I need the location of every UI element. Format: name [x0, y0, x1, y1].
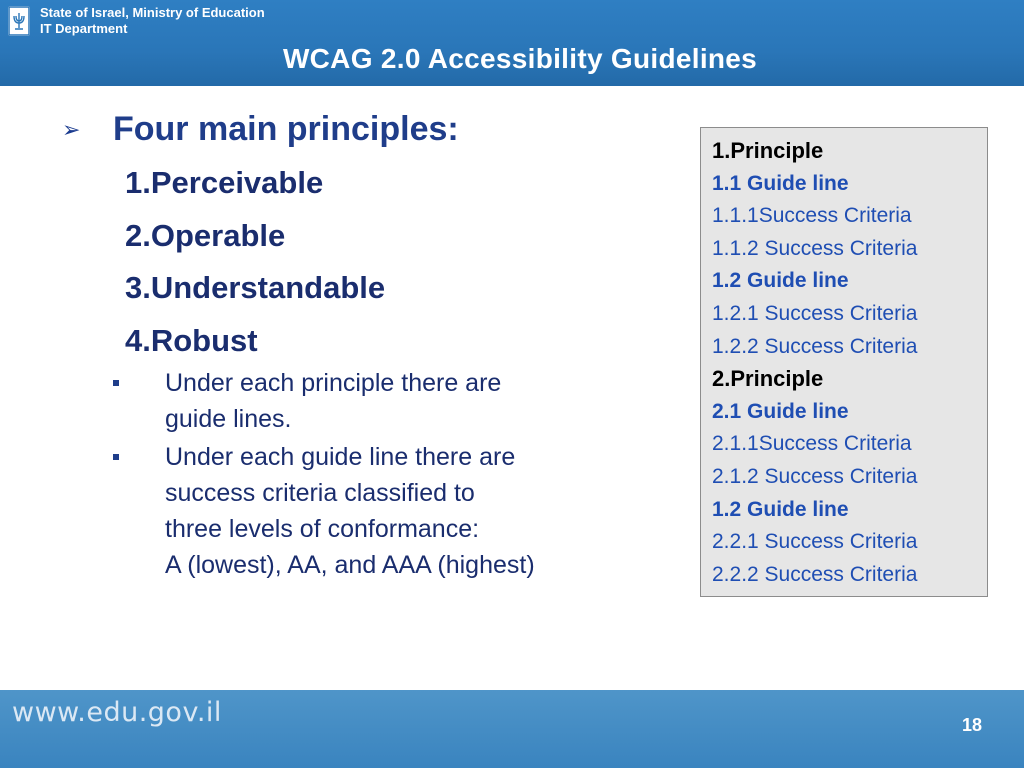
square-bullet-icon [113, 380, 119, 386]
footer-url: www.edu.gov.il [12, 697, 222, 728]
hierarchy-guide-line: 1.2 Guide line [712, 269, 849, 293]
organization-name [40, 5, 265, 37]
hierarchy-criteria-line: 2.1.2 Success Criteria [712, 465, 918, 488]
slide-footer [0, 690, 1024, 768]
note-line: A (lowest), AA, and AAA (highest) [165, 551, 535, 579]
note-line: three levels of conformance: [165, 515, 480, 543]
principle-item: 3.Understandable [125, 270, 386, 305]
hierarchy-criteria-line: 1.2.2 Success Criteria [712, 334, 918, 358]
slide-header [0, 0, 1024, 86]
hierarchy-criteria-line: 2.1.1Success Criteria [712, 432, 912, 456]
hierarchy-criteria-line: 2.2.2 Success Criteria [712, 562, 918, 586]
square-bullet-icon [113, 454, 119, 460]
hierarchy-guide-line: 1.2 Guide line [712, 497, 849, 521]
hierarchy-guide-line: 1.1 Guide line [712, 171, 849, 195]
hierarchy-principle-line: 2.Principle [712, 366, 824, 392]
organization-line-1: State of Israel, Ministry of Education [40, 5, 265, 20]
organization-line-2: IT Department [40, 21, 128, 36]
note-line: success criteria classified to [165, 479, 475, 507]
principle-item: 2.Operable [125, 218, 286, 253]
principle-item: 4.Robust [125, 323, 258, 358]
hierarchy-box [700, 127, 988, 597]
hierarchy-criteria-line: 1.1.1Success Criteria [712, 204, 912, 228]
slide-title: WCAG 2.0 Accessibility Guidelines [282, 43, 758, 74]
note-line: Under each guide line there are [165, 443, 516, 471]
menorah-emblem-icon [8, 6, 30, 36]
page-number: 18 [961, 715, 982, 735]
note-line: guide lines. [165, 405, 292, 433]
hierarchy-principle-line: 1.Principle [712, 138, 824, 163]
note-success-criteria [165, 439, 645, 583]
arrow-bullet-icon: ➢ [62, 117, 81, 142]
note-guide-lines [165, 365, 645, 437]
hierarchy-criteria-line: 2.2.1 Success Criteria [712, 530, 918, 554]
hierarchy-guide-line: 2.1 Guide line [712, 399, 849, 423]
hierarchy-criteria-line: 1.2.1 Success Criteria [712, 302, 918, 325]
principles-heading: Four main principles: [113, 110, 459, 148]
note-line: Under each principle there are [165, 369, 502, 397]
hierarchy-criteria-line: 1.1.2 Success Criteria [712, 236, 918, 260]
principle-item: 1.Perceivable [125, 165, 324, 200]
